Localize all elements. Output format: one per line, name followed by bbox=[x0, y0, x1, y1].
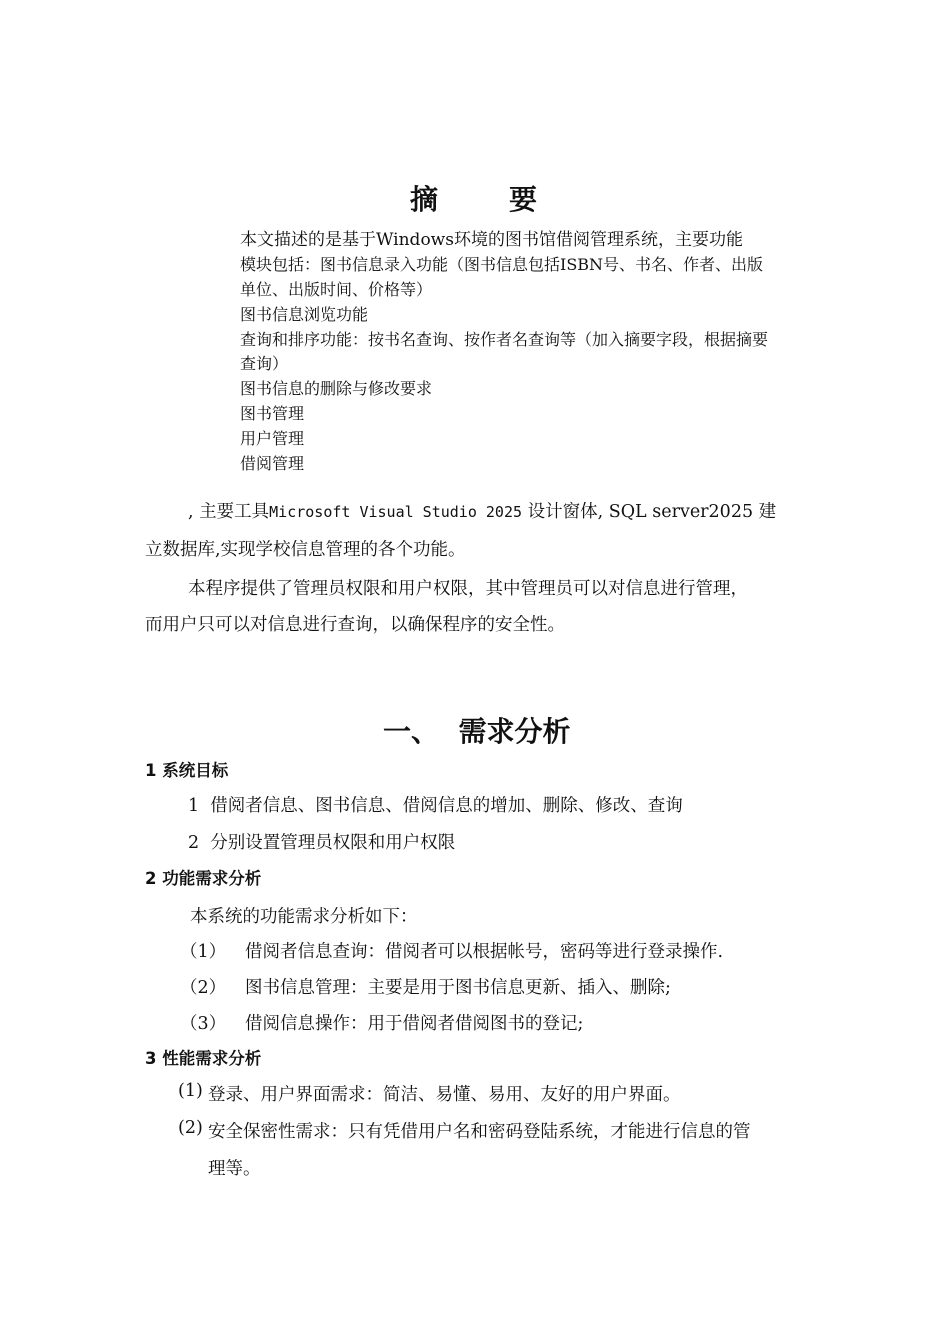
abstract-line: 用户管理 bbox=[240, 429, 305, 448]
performance-item-text: 登录、用户界面需求：简洁、易懂、易用、友好的用户界面。 bbox=[208, 1085, 681, 1105]
performance-item-number: (2) bbox=[178, 1118, 203, 1138]
subsection-heading-goals: 1 系统目标 bbox=[145, 761, 229, 780]
functional-item-text: 借阅者信息查询：借阅者可以根据帐号，密码等进行登录操作. bbox=[245, 942, 724, 962]
subsection-heading-performance: 3 性能需求分析 bbox=[145, 1049, 262, 1068]
functional-item-number: （2） bbox=[180, 978, 227, 998]
tools-prefix: , 主要工具 bbox=[188, 502, 270, 522]
abstract-line: 查询） bbox=[240, 354, 289, 373]
performance-item-number: (1) bbox=[178, 1081, 203, 1101]
abstract-title-right: 要 bbox=[509, 183, 538, 216]
tools-paragraph-line1 bbox=[188, 498, 776, 523]
abstract-line: 查询和排序功能：按书名查询、按作者名查询等（加入摘要字段，根据摘要 bbox=[240, 330, 769, 349]
tools-ide: Microsoft Visual Studio 2025 bbox=[269, 503, 523, 521]
permissions-paragraph-line1: 本程序提供了管理员权限和用户权限，其中管理员可以对信息进行管理， bbox=[188, 579, 748, 599]
tools-suffix: 设计窗体, SQL server2025 建 bbox=[527, 502, 777, 522]
functional-item-number: （3） bbox=[180, 1014, 227, 1034]
functional-item-text: 借阅信息操作：用于借阅者借阅图书的登记; bbox=[245, 1014, 584, 1034]
functional-intro: 本系统的功能需求分析如下： bbox=[190, 907, 418, 927]
abstract-title-left: 摘 bbox=[410, 183, 439, 216]
goal-item: 2 分别设置管理员权限和用户权限 bbox=[188, 833, 456, 853]
abstract-line: 图书信息的删除与修改要求 bbox=[240, 379, 433, 398]
abstract-line: 图书管理 bbox=[240, 404, 305, 423]
performance-item-continuation: 理等。 bbox=[208, 1159, 261, 1179]
abstract-line: 图书信息浏览功能 bbox=[240, 305, 369, 324]
goal-item: 1 借阅者信息、图书信息、借阅信息的增加、删除、修改、查询 bbox=[188, 796, 683, 816]
section-heading: 一、 需求分析 bbox=[383, 715, 571, 748]
performance-item-text: 安全保密性需求：只有凭借用户名和密码登陆系统，才能进行信息的管 bbox=[208, 1122, 751, 1142]
functional-item-number: （1） bbox=[180, 942, 227, 962]
abstract-line: 借阅管理 bbox=[240, 454, 305, 473]
permissions-paragraph-line2: 而用户只可以对信息进行查询，以确保程序的安全性。 bbox=[145, 615, 565, 635]
tools-paragraph-line2: 立数据库,实现学校信息管理的各个功能。 bbox=[145, 540, 466, 560]
abstract-line: 模块包括：图书信息录入功能（图书信息包括ISBN号、书名、作者、出版 bbox=[240, 255, 764, 274]
functional-item-text: 图书信息管理：主要是用于图书信息更新、插入、删除; bbox=[245, 978, 671, 998]
abstract-line: 本文描述的是基于Windows环境的图书馆借阅管理系统，主要功能 bbox=[240, 230, 743, 250]
subsection-heading-functional: 2 功能需求分析 bbox=[145, 869, 262, 888]
abstract-line: 单位、出版时间、价格等） bbox=[240, 280, 433, 299]
